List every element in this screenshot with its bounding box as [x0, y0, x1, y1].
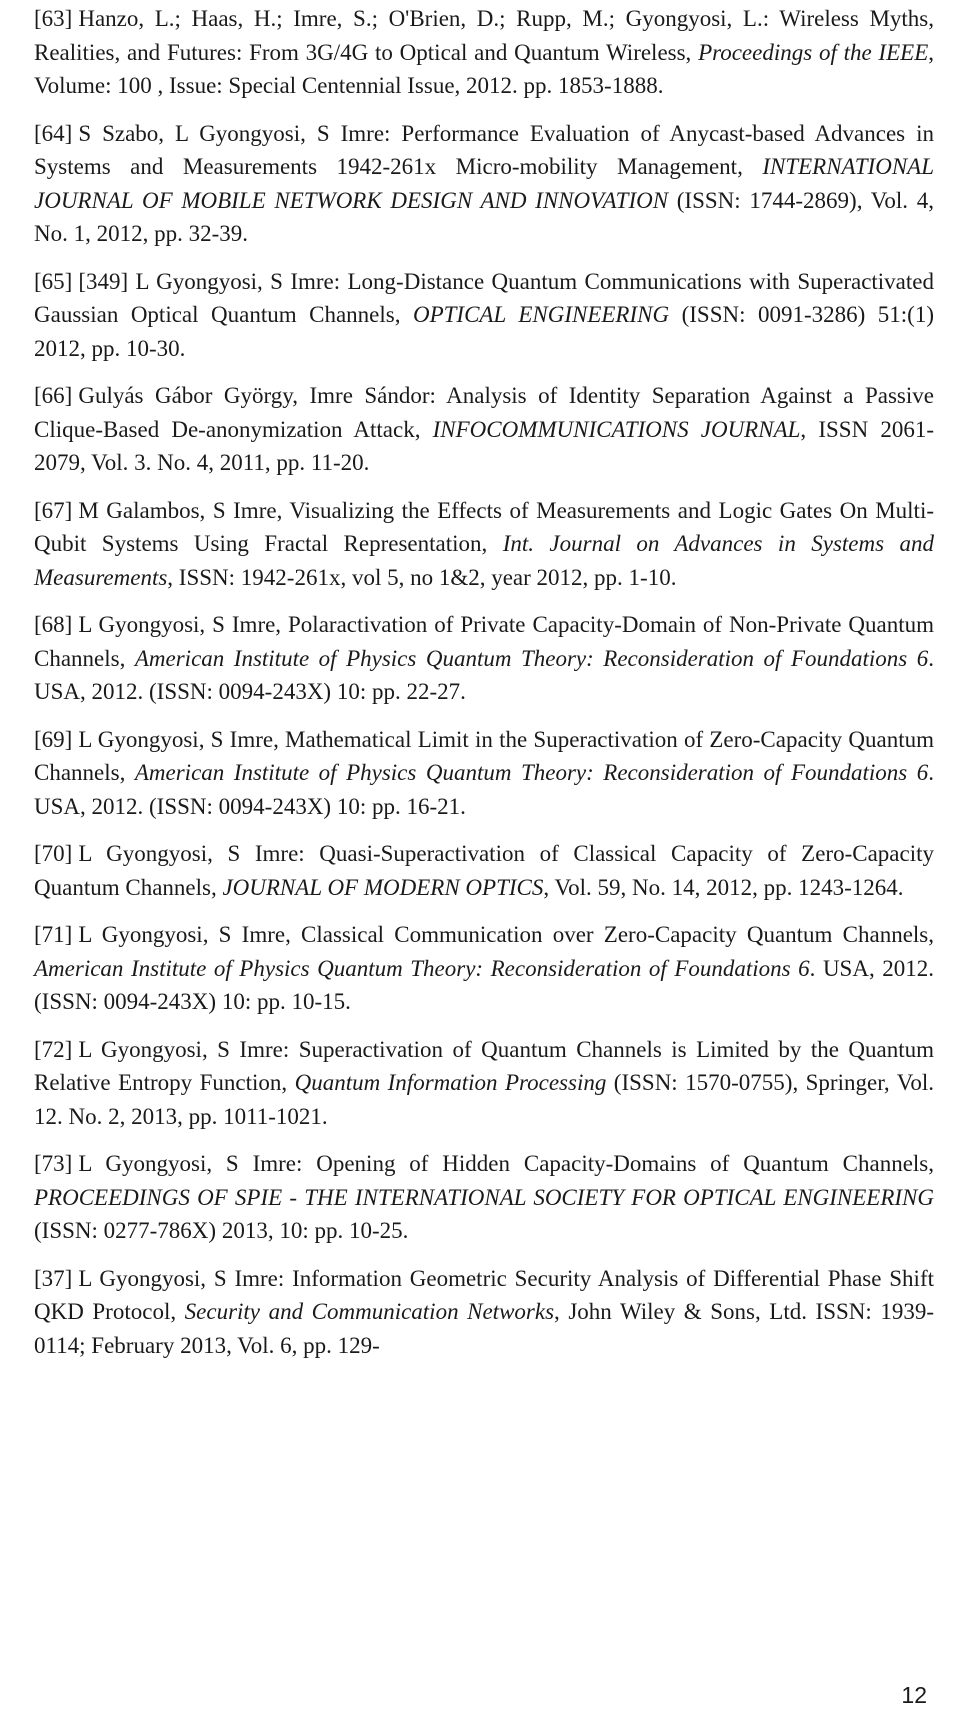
reference-venue: American Institute of Physics Quantum Theory: Reconsideration of Foundations 6 [134, 760, 929, 785]
reference-text: Gulyás Gábor György, Imre Sándor: Analysis of Identity Separation Against a Passive Clique-Based De-anonymization Attack, [34, 383, 934, 442]
reference-details: , ISSN 2061-2079, Vol. 3. No. 4, 2011, pp. 11-20. [34, 416, 934, 475]
reference-entry [34, 117, 934, 251]
reference-details: . USA, 2012. (ISSN: 0094-243X) 10: pp. 22-27. [34, 645, 934, 704]
reference-details: . USA, 2012. (ISSN: 0094-243X) 10: pp. 10-15. [34, 955, 934, 1014]
reference-text: M Galambos, S Imre, Visualizing the Effects of Measurements and Logic Gates On Multi-Qubit Systems Using Fractal Representation, [34, 497, 934, 556]
reference-entry [34, 837, 934, 904]
reference-text: L Gyongyosi, S Imre, Classical Communication over Zero-Capacity Quantum Channels, [78, 922, 934, 947]
reference-text: Hanzo, L.; Haas, H.; Imre, S.; O'Brien, D.; Rupp, M.; Gyongyosi, L.: Wireless Myths, Realities, and Futures: From 3G/4G to Optical and Quantum Wireless, [34, 6, 934, 65]
reference-list [34, 2, 934, 1376]
reference-details: . USA, 2012. (ISSN: 0094-243X) 10: pp. 16-21. [34, 760, 934, 819]
reference-number: [64] [34, 120, 73, 146]
reference-entry [34, 265, 934, 366]
reference-entry [34, 1033, 934, 1134]
page-number: 12 [901, 1682, 927, 1708]
reference-venue: Security and Communication Networks [184, 1299, 555, 1324]
reference-number: [66] [34, 383, 73, 408]
reference-text: L Gyongyosi, S Imre, Mathematical Limit in the Superactivation of Zero-Capacity Quantum Channels, [34, 726, 934, 785]
reference-entry [34, 1147, 934, 1248]
reference-number: [70] [34, 841, 73, 866]
reference-text: L Gyongyosi, S Imre: Quasi-Superactivation of Classical Capacity of Zero-Capacity Quantum Channels, [34, 841, 934, 900]
reference-entry [34, 1262, 934, 1363]
reference-venue: Quantum Information Processing [294, 1070, 607, 1095]
reference-number: [73] [34, 1151, 73, 1176]
reference-text: [349] L Gyongyosi, S Imre: Long-Distance Quantum Communications with Superactivated Gaussian Optical Quantum Channels, [34, 268, 934, 327]
reference-number: [65] [34, 268, 73, 294]
reference-venue: INFOCOMMUNICATIONS JOURNAL [432, 416, 801, 442]
reference-details: (ISSN: 1570-0755), Springer, Vol. 12. No. 2, 2013, pp. 1011-1021. [34, 1070, 934, 1129]
reference-venue: Proceedings of the IEEE [698, 39, 929, 65]
reference-number: [68] [34, 612, 73, 637]
reference-number: [67] [34, 497, 73, 523]
reference-entry [34, 608, 934, 709]
reference-venue: American Institute of Physics Quantum Theory: Reconsideration of Foundations 6 [34, 955, 810, 981]
reference-venue: OPTICAL ENGINEERING [412, 302, 670, 327]
reference-entry [34, 379, 934, 480]
reference-number: [37] [34, 1265, 73, 1291]
reference-text: L Gyongyosi, S Imre: Information Geometric Security Analysis of Differential Phase Shift QKD Protocol, [34, 1265, 934, 1324]
reference-venue: PROCEEDINGS OF SPIE - THE INTERNATIONAL SOCIETY FOR OPTICAL ENGINEERING [34, 1184, 934, 1210]
reference-text: L Gyongyosi, S Imre, Polaractivation of Private Capacity-Domain of Non-Private Quantum Channels, [34, 612, 934, 671]
reference-details: , Vol. 59, No. 14, 2012, pp. 1243-1264. [543, 874, 904, 900]
reference-venue: Int. Journal on Advances in Systems and Measurements [34, 531, 934, 590]
reference-entry [34, 494, 934, 595]
reference-entry [34, 2, 934, 103]
reference-venue: American Institute of Physics Quantum Theory: Reconsideration of Foundations 6 [134, 645, 929, 671]
reference-details: (ISSN: 0277-786X) 2013, 10: pp. 10-25. [34, 1218, 409, 1243]
reference-number: [69] [34, 726, 73, 752]
reference-venue: INTERNATIONAL JOURNAL OF MOBILE NETWORK DESIGN AND INNOVATION [34, 154, 934, 213]
reference-details: , John Wiley & Sons, Ltd. ISSN: 1939-0114; February 2013, Vol. 6, pp. 129- [34, 1299, 934, 1358]
reference-details: (ISSN: 0091-3286) 51:(1) 2012, pp. 10-30. [34, 302, 935, 361]
reference-entry [34, 918, 934, 1019]
reference-entry [34, 723, 934, 824]
reference-text: S Szabo, L Gyongyosi, S Imre: Performance Evaluation of Anycast-based Advances in Systems and Measurements 1942-261x Micro-mobility Management, [34, 120, 934, 179]
reference-text: L Gyongyosi, S Imre: Superactivation of Quantum Channels is Limited by the Quantum Relative Entropy Function, [34, 1036, 934, 1095]
reference-details: , ISSN: 1942-261x, vol 5, no 1&2, year 2012, pp. 1-10. [167, 564, 677, 590]
reference-number: [71] [34, 922, 73, 947]
reference-venue: JOURNAL OF MODERN OPTICS [222, 874, 544, 900]
reference-details: (ISSN: 1744-2869), Vol. 4, No. 1, 2012, pp. 32-39. [34, 187, 934, 246]
reference-text: L Gyongyosi, S Imre: Opening of Hidden Capacity-Domains of Quantum Channels, [78, 1151, 934, 1176]
reference-details: , Volume: 100 , Issue: Special Centennial Issue, 2012. pp. 1853-1888. [34, 39, 934, 98]
reference-number: [72] [34, 1036, 73, 1062]
reference-number: [63] [34, 6, 73, 31]
